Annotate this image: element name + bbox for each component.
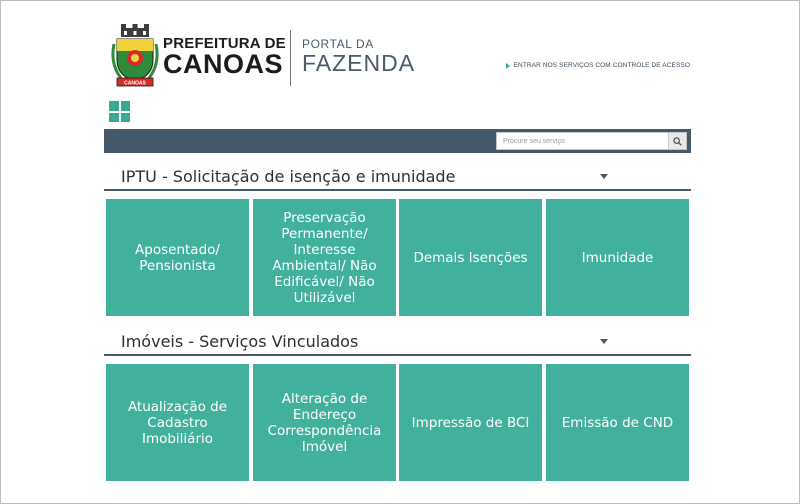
tile-label: Aposentado/ Pensionista [135,241,220,274]
play-arrow-icon [506,63,510,69]
search-button[interactable] [668,132,687,150]
tile-preservacao-permanente[interactable] [253,199,396,316]
tile-label: Alteração de Endereço Correspondência Imóvel [267,390,382,455]
portal-brand [302,38,415,75]
portal-line1: PORTAL DA [302,37,374,51]
tiles-iptu [106,199,689,316]
tile-aposentado-pensionista[interactable] [106,199,249,316]
tile-emissao-cnd[interactable] [546,364,689,481]
tile-label: Emissão de CND [561,414,674,431]
tile-impressao-bci[interactable] [399,364,542,481]
section-title: IPTU - Solicitação de isenção e imunidade [121,167,456,186]
tile-imunidade[interactable] [546,199,689,316]
access-link-label: ENTRAR NOS SERVIÇOS COM CONTROLE DE ACESSO [513,62,690,69]
tile-label: Preservação Permanente/ Interesse Ambiental/ Não Edificável/ Não Utilizável [272,209,377,306]
tile-label: Demais Isenções [413,249,528,266]
portal-line2: FAZENDA [302,50,416,76]
caret-down-icon[interactable] [600,339,608,344]
brand-line2: CANOAS [163,49,284,79]
grid-icon[interactable] [109,101,130,122]
tile-demais-isencoes[interactable] [399,199,542,316]
access-control-link[interactable] [506,62,690,69]
section-header-imoveis[interactable] [104,330,691,356]
section-title: Imóveis - Serviços Vinculados [121,332,359,351]
navigation-bar [104,129,691,153]
section-header-iptu[interactable] [104,165,691,191]
brand-divider [290,30,291,86]
caret-down-icon[interactable] [600,174,608,179]
tile-label: Atualização de Cadastro Imobiliário [127,398,228,447]
search-input[interactable] [496,132,668,150]
tile-label: Impressão de BCI [411,414,530,431]
city-brand [163,36,286,78]
brand-line1: PREFEITURA DE [163,35,286,52]
city-seal-logo [111,24,159,88]
tile-label: Imunidade [581,249,654,266]
seal-banner-text: CANOAS [124,80,146,87]
tile-atualizacao-cadastro[interactable] [106,364,249,481]
tile-alteracao-endereco[interactable] [253,364,396,481]
tiles-imoveis [106,364,689,481]
search-icon [673,137,682,146]
portal-page [97,12,699,492]
